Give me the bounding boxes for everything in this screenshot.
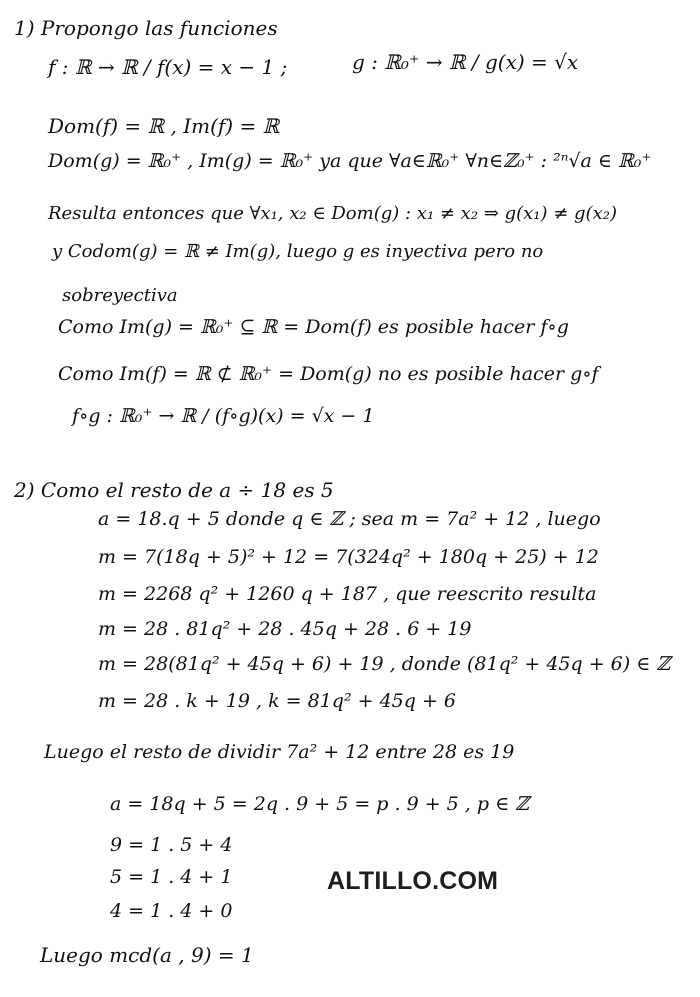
euclid-step-4: 4 = 1 . 4 + 0: [110, 900, 233, 922]
m-rewritten: m = 2268 q² + 1260 q + 187 , que reescrito resulta: [98, 583, 597, 605]
surjective-word: sobreyectiva: [62, 285, 178, 306]
composition-result: f∘g : ℝ₀⁺ → ℝ / (f∘g)(x) = √x − 1: [72, 405, 375, 427]
f-definition: f : ℝ → ℝ / f(x) = x − 1 ;: [48, 55, 288, 79]
m-k-form: m = 28 . k + 19 , k = 81q² + 45q + 6: [98, 690, 457, 712]
injectivity-line: Resulta entonces que ∀x₁, x₂ ∈ Dom(g) : x₁ ≠ x₂ ⇒ g(x₁) ≠ g(x₂): [48, 203, 617, 224]
m-factored: m = 28(81q² + 45q + 6) + 19 , donde (81q² + 45q + 6) ∈ ℤ: [98, 653, 671, 675]
remainder-conclusion: Luego el resto de dividir 7a² + 12 entre 28 es 19: [44, 741, 515, 763]
euclid-step-2: 9 = 1 . 5 + 4: [110, 834, 233, 856]
problem-2-heading: 2) Como el resto de a ÷ 18 es 5: [14, 478, 334, 502]
problem-1-heading: 1) Propongo las funciones: [14, 16, 278, 40]
codomain-line: y Codom(g) = ℝ ≠ Im(g), luego g es inyectiva pero no: [52, 241, 544, 262]
composition-f-g: Como Im(g) = ℝ₀⁺ ⊆ ℝ = Dom(f) es posible hacer f∘g: [58, 316, 569, 338]
a-expression: a = 18.q + 5 donde q ∈ ℤ ; sea m = 7a² + 12 , luego: [98, 508, 601, 530]
domain-image-f: Dom(f) = ℝ , Im(f) = ℝ: [48, 114, 280, 138]
gcd-result: Luego mcd(a , 9) = 1: [40, 943, 254, 967]
g-definition: g : ℝ₀⁺ → ℝ / g(x) = √x: [352, 50, 579, 74]
m-expansion: m = 7(18q + 5)² + 12 = 7(324q² + 180q + 25) + 12: [98, 546, 599, 568]
composition-g-f: Como Im(f) = ℝ ⊄ ℝ₀⁺ = Dom(g) no es posible hacer g∘f: [58, 363, 599, 385]
euclid-step-1: a = 18q + 5 = 2q . 9 + 5 = p . 9 + 5 , p ∈ ℤ: [110, 793, 530, 815]
euclid-step-3: 5 = 1 . 4 + 1: [110, 866, 233, 888]
m-decomposition: m = 28 . 81q² + 28 . 45q + 28 . 6 + 19: [98, 618, 472, 640]
domain-image-g: Dom(g) = ℝ₀⁺ , Im(g) = ℝ₀⁺ ya que ∀a∈ℝ₀⁺ ∀n∈ℤ₀⁺ : ²ⁿ√a ∈ ℝ₀⁺: [48, 150, 652, 172]
watermark-logo: ALTILLO.COM: [327, 867, 499, 895]
